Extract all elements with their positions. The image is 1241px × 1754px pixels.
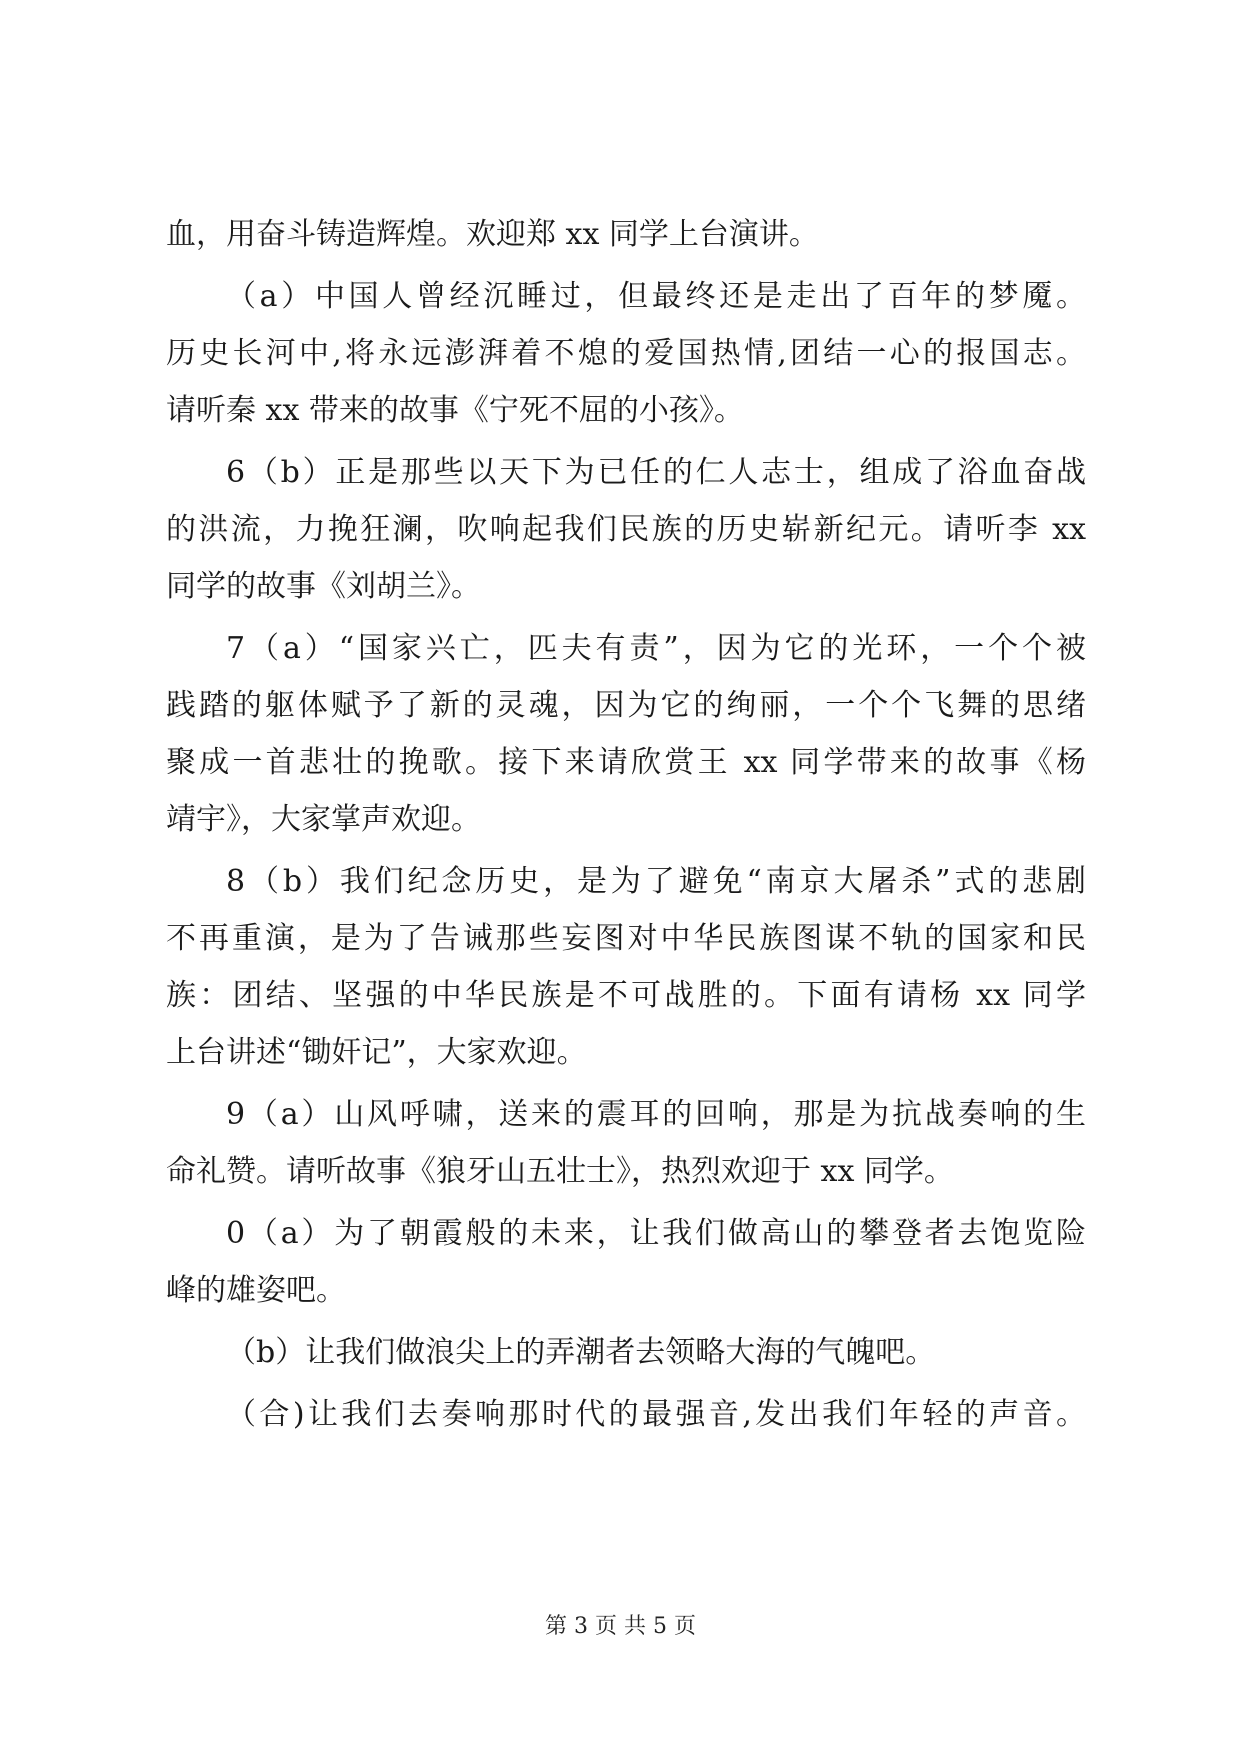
text-line: （a）中国人曾经沉睡过，但最终还是走出了百年的梦魇。 bbox=[226, 279, 1086, 314]
page-footer: 第 3 页 共 5 页 bbox=[545, 1614, 696, 1639]
text-line: 7（a）“国家兴亡，匹夫有责”，因为它的光环，一个个被 bbox=[226, 631, 1086, 666]
text-line: 践踏的躯体赋予了新的灵魂，因为它的绚丽，一个个飞舞的思绪 bbox=[166, 688, 1086, 723]
text-line: 同学的故事《刘胡兰》。 bbox=[166, 569, 481, 604]
body-text bbox=[166, 206, 1086, 1443]
text-line: （合)让我们去奏响那时代的最强音,发出我们年轻的声音。 bbox=[226, 1397, 1086, 1432]
text-line: 6（b）正是那些以天下为已任的仁人志士，组成了浴血奋战 bbox=[226, 455, 1086, 490]
text-line: 9（a）山风呼啸，送来的震耳的回响，那是为抗战奏响的生 bbox=[226, 1097, 1086, 1132]
text-line: 族：团结、坚强的中华民族是不可战胜的。下面有请杨 xx 同学 bbox=[166, 978, 1086, 1013]
text-line: 历史长河中,将永远澎湃着不熄的爱国热情,团结一心的报国志。 bbox=[166, 336, 1086, 371]
text-line: 命礼赞。请听故事《狼牙山五壮士》，热烈欢迎于 xx 同学。 bbox=[166, 1154, 954, 1189]
text-line: 上台讲述“锄奸记”，大家欢迎。 bbox=[166, 1035, 587, 1070]
text-line: 血，用奋斗铸造辉煌。欢迎郑 xx 同学上台演讲。 bbox=[166, 217, 819, 252]
text-line: 8（b）我们纪念历史，是为了避免“南京大屠杀”式的悲剧 bbox=[226, 864, 1086, 899]
text-line: 不再重演，是为了告诫那些妄图对中华民族图谋不轨的国家和民 bbox=[166, 921, 1086, 956]
text-line: 聚成一首悲壮的挽歌。接下来请欣赏王 xx 同学带来的故事《杨 bbox=[166, 745, 1086, 780]
text-line: 的洪流，力挽狂澜，吹响起我们民族的历史崭新纪元。请听李 xx bbox=[166, 512, 1086, 547]
text-line: 靖宇》，大家掌声欢迎。 bbox=[166, 802, 481, 837]
text-line: 请听秦 xx 带来的故事《宁死不屈的小孩》。 bbox=[166, 393, 744, 428]
text-line: （b）让我们做浪尖上的弄潮者去领略大海的气魄吧。 bbox=[226, 1335, 936, 1370]
text-line: 0（a）为了朝霞般的未来，让我们做高山的攀登者去饱览险 bbox=[226, 1216, 1086, 1251]
text-line: 峰的雄姿吧。 bbox=[166, 1273, 346, 1308]
